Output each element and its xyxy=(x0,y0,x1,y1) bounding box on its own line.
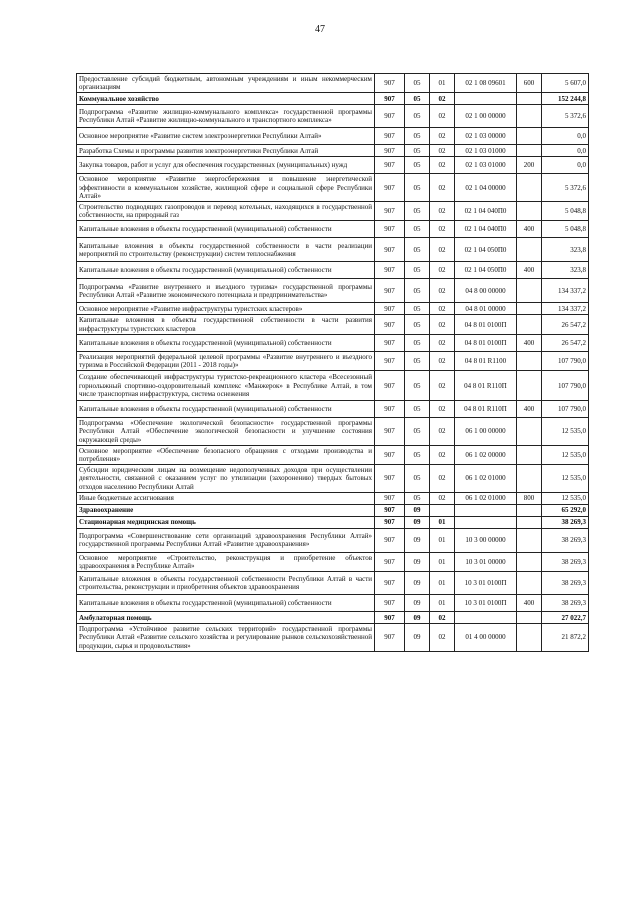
row-name: Основное мероприятие «Обеспечение безопасного обращения с отходами производства и потребления» xyxy=(77,445,375,464)
subsection-code: 02 xyxy=(430,262,455,279)
table-row xyxy=(77,624,589,652)
amount: 152 244,8 xyxy=(542,93,589,105)
section-code: 05 xyxy=(405,128,430,145)
subsection-code: 01 xyxy=(430,528,455,552)
table-row xyxy=(77,595,589,612)
amount: 26 547,2 xyxy=(542,315,589,334)
target-article-code: 04 8 01 R1100 xyxy=(455,351,517,370)
subsection-code: 02 xyxy=(430,238,455,262)
ved-code: 907 xyxy=(375,504,405,516)
table-row xyxy=(77,174,589,202)
table-row xyxy=(77,351,589,370)
subsection-code: 02 xyxy=(430,492,455,504)
target-article-code xyxy=(455,504,517,516)
subsection-code: 01 xyxy=(430,74,455,93)
ved-code: 907 xyxy=(375,303,405,315)
section-code: 05 xyxy=(405,351,430,370)
amount: 38 269,3 xyxy=(542,552,589,571)
amount: 323,8 xyxy=(542,262,589,279)
section-code: 09 xyxy=(405,516,430,528)
table-row xyxy=(77,279,589,303)
row-name: Разработка Схемы и программы развития электроэнергетики Республики Алтай xyxy=(77,145,375,157)
subsection-code: 02 xyxy=(430,401,455,418)
target-article-code: 06 1 02 00000 xyxy=(455,445,517,464)
amount: 5 607,0 xyxy=(542,74,589,93)
table-row xyxy=(77,128,589,145)
amount: 12 535,0 xyxy=(542,445,589,464)
row-name: Основное мероприятие «Развитие инфраструктуры туристских кластеров» xyxy=(77,303,375,315)
amount: 12 535,0 xyxy=(542,492,589,504)
ved-code: 907 xyxy=(375,572,405,595)
section-code: 05 xyxy=(405,279,430,303)
table-row xyxy=(77,202,589,221)
row-name: Строительство подводящих газопроводов и перевод котельных, находящихся в государственной собственности, на природный газ xyxy=(77,202,375,221)
amount: 5 048,8 xyxy=(542,202,589,221)
table-row xyxy=(77,105,589,128)
table-row xyxy=(77,262,589,279)
amount: 27 022,7 xyxy=(542,612,589,624)
amount: 65 292,0 xyxy=(542,504,589,516)
amount: 38 269,3 xyxy=(542,572,589,595)
target-article-code xyxy=(455,612,517,624)
expense-type-code xyxy=(517,445,542,464)
ved-code: 907 xyxy=(375,93,405,105)
amount: 5 048,8 xyxy=(542,221,589,238)
ved-code: 907 xyxy=(375,145,405,157)
target-article-code: 02 1 04 040П0 xyxy=(455,221,517,238)
expense-type-code: 600 xyxy=(517,74,542,93)
row-name: Здравоохранение xyxy=(77,504,375,516)
target-article-code: 02 1 04 00000 xyxy=(455,174,517,202)
section-code: 05 xyxy=(405,445,430,464)
expense-type-code xyxy=(517,572,542,595)
row-name: Закупка товаров, работ и услуг для обеспечения государственных (муниципальных) нужд xyxy=(77,157,375,174)
row-name: Капитальные вложения в объекты государственной (муниципальной) собственности xyxy=(77,401,375,418)
ved-code: 907 xyxy=(375,202,405,221)
section-code: 09 xyxy=(405,572,430,595)
row-name: Коммунальное хозяйство xyxy=(77,93,375,105)
subsection-code: 02 xyxy=(430,157,455,174)
expense-type-code xyxy=(517,516,542,528)
row-name: Подпрограмма «Обеспечение экологической безопасности» государственной программы Республики Алтай «Обеспечение экологической безопасности и улучшение состояния окружающей среды» xyxy=(77,418,375,446)
subsection-code: 02 xyxy=(430,624,455,652)
section-code: 05 xyxy=(405,105,430,128)
subsection-code: 02 xyxy=(430,128,455,145)
target-article-code: 02 1 00 00000 xyxy=(455,105,517,128)
section-code: 05 xyxy=(405,371,430,401)
expense-type-code: 400 xyxy=(517,595,542,612)
expense-type-code: 400 xyxy=(517,221,542,238)
ved-code: 907 xyxy=(375,279,405,303)
row-name: Капитальные вложения в объекты государственной (муниципальной) собственности xyxy=(77,262,375,279)
subsection-code: 02 xyxy=(430,418,455,446)
expense-type-code xyxy=(517,418,542,446)
section-code: 05 xyxy=(405,465,430,493)
amount: 107 790,0 xyxy=(542,351,589,370)
table-row xyxy=(77,145,589,157)
ved-code: 907 xyxy=(375,74,405,93)
table-row xyxy=(77,418,589,446)
budget-rows xyxy=(77,74,589,652)
amount: 38 269,3 xyxy=(542,516,589,528)
row-name: Капитальные вложения в объекты государственной (муниципальной) собственности xyxy=(77,334,375,351)
section-code: 05 xyxy=(405,157,430,174)
subsection-code: 02 xyxy=(430,303,455,315)
ved-code: 907 xyxy=(375,595,405,612)
section-code: 05 xyxy=(405,174,430,202)
amount: 0,0 xyxy=(542,145,589,157)
ved-code: 907 xyxy=(375,105,405,128)
subsection-code xyxy=(430,504,455,516)
section-code: 05 xyxy=(405,262,430,279)
row-name: Создание обеспечивающей инфраструктуры туристско-рекреационного кластера «Всесезонный горнолыжный спортивно-оздоровительный комплекс «Манжерок» в Республике Алтай, в том числе транспортная инфраструктура, система оснежения xyxy=(77,371,375,401)
section-code: 05 xyxy=(405,238,430,262)
target-article-code: 04 8 01 0100П xyxy=(455,334,517,351)
expense-type-code xyxy=(517,93,542,105)
ved-code: 907 xyxy=(375,262,405,279)
subsection-code: 02 xyxy=(430,174,455,202)
table-row xyxy=(77,93,589,105)
section-code: 05 xyxy=(405,401,430,418)
ved-code: 907 xyxy=(375,371,405,401)
section-code: 05 xyxy=(405,303,430,315)
expense-type-code xyxy=(517,174,542,202)
target-article-code: 02 1 03 00000 xyxy=(455,128,517,145)
row-name: Подпрограмма «Развитие внутреннего и въездного туризма» государственной программы Республики Алтай «Развитие экономического потенциала и предпринимательства» xyxy=(77,279,375,303)
section-code: 09 xyxy=(405,504,430,516)
subsection-code: 02 xyxy=(430,221,455,238)
row-name: Основное мероприятие «Строительство, реконструкция и приобретение объектов здравоохранения в Республике Алтай» xyxy=(77,552,375,571)
subsection-code: 02 xyxy=(430,105,455,128)
ved-code: 907 xyxy=(375,157,405,174)
amount: 5 372,6 xyxy=(542,105,589,128)
row-name: Капитальные вложения в объекты государственной (муниципальной) собственности xyxy=(77,221,375,238)
amount: 107 790,0 xyxy=(542,401,589,418)
row-name: Субсидии юридическим лицам на возмещение недополученных доходов при осуществлении деятельности, связанной с оказанием услуг по утилизации (захоронению) твердых бытовых отходов населению Республики Алтай xyxy=(77,465,375,493)
section-code: 05 xyxy=(405,74,430,93)
target-article-code: 02 1 08 09601 xyxy=(455,74,517,93)
ved-code: 907 xyxy=(375,418,405,446)
row-name: Стационарная медицинская помощь xyxy=(77,516,375,528)
table-row xyxy=(77,572,589,595)
amount: 21 872,2 xyxy=(542,624,589,652)
table-row xyxy=(77,371,589,401)
target-article-code: 06 1 00 00000 xyxy=(455,418,517,446)
expense-type-code xyxy=(517,128,542,145)
target-article-code: 02 1 03 01000 xyxy=(455,157,517,174)
budget-table xyxy=(76,73,589,652)
ved-code: 907 xyxy=(375,238,405,262)
amount: 38 269,3 xyxy=(542,528,589,552)
ved-code: 907 xyxy=(375,552,405,571)
expense-type-code xyxy=(517,504,542,516)
ved-code: 907 xyxy=(375,351,405,370)
subsection-code: 02 xyxy=(430,371,455,401)
table-row xyxy=(77,445,589,464)
amount: 38 269,3 xyxy=(542,595,589,612)
subsection-code: 02 xyxy=(430,202,455,221)
row-name: Капитальные вложения в объекты государственной собственности Республики Алтай в части строительства, реконструкции и приобретения объектов здравоохранения xyxy=(77,572,375,595)
table-row xyxy=(77,612,589,624)
ved-code: 907 xyxy=(375,221,405,238)
ved-code: 907 xyxy=(375,612,405,624)
expense-type-code xyxy=(517,465,542,493)
section-code: 05 xyxy=(405,202,430,221)
amount: 26 547,2 xyxy=(542,334,589,351)
table-row xyxy=(77,157,589,174)
row-name: Основное мероприятие «Развитие энергосбережения и повышение энергетической эффективности в коммунальном хозяйстве, жилищной сфере и социальной сфере Республики Алтай» xyxy=(77,174,375,202)
amount: 134 337,2 xyxy=(542,303,589,315)
target-article-code: 04 8 01 0100П xyxy=(455,315,517,334)
target-article-code: 02 1 04 050П0 xyxy=(455,238,517,262)
subsection-code: 01 xyxy=(430,552,455,571)
expense-type-code xyxy=(517,371,542,401)
expense-type-code xyxy=(517,315,542,334)
section-code: 09 xyxy=(405,552,430,571)
target-article-code: 04 8 01 R110П xyxy=(455,371,517,401)
target-article-code: 10 3 01 00000 xyxy=(455,552,517,571)
section-code: 05 xyxy=(405,334,430,351)
section-code: 09 xyxy=(405,595,430,612)
expense-type-code xyxy=(517,279,542,303)
amount: 0,0 xyxy=(542,157,589,174)
ved-code: 907 xyxy=(375,492,405,504)
table-row xyxy=(77,516,589,528)
expense-type-code: 800 xyxy=(517,492,542,504)
amount: 323,8 xyxy=(542,238,589,262)
expense-type-code xyxy=(517,105,542,128)
target-article-code: 06 1 02 01000 xyxy=(455,492,517,504)
section-code: 05 xyxy=(405,221,430,238)
target-article-code: 02 1 03 01000 xyxy=(455,145,517,157)
subsection-code: 02 xyxy=(430,315,455,334)
amount: 107 790,0 xyxy=(542,371,589,401)
expense-type-code: 200 xyxy=(517,157,542,174)
table-row xyxy=(77,334,589,351)
amount: 12 535,0 xyxy=(542,465,589,493)
table-row xyxy=(77,401,589,418)
target-article-code: 02 1 04 050П0 xyxy=(455,262,517,279)
row-name: Основное мероприятие «Развитие систем электроэнергетики Республики Алтай» xyxy=(77,128,375,145)
target-article-code: 02 1 04 040П0 xyxy=(455,202,517,221)
target-article-code xyxy=(455,93,517,105)
table-row xyxy=(77,465,589,493)
table-row xyxy=(77,492,589,504)
ved-code: 907 xyxy=(375,128,405,145)
subsection-code: 02 xyxy=(430,93,455,105)
row-name: Иные бюджетные ассигнования xyxy=(77,492,375,504)
row-name: Реализация мероприятий федеральной целевой программы «Развитие внутреннего и въездного туризма в Российской Федерации (2011 - 2018 годы)» xyxy=(77,351,375,370)
target-article-code: 01 4 00 00000 xyxy=(455,624,517,652)
row-name: Капитальные вложения в объекты государственной собственности в части развития инфраструктуры туристских кластеров xyxy=(77,315,375,334)
expense-type-code: 400 xyxy=(517,401,542,418)
table-row xyxy=(77,504,589,516)
subsection-code: 02 xyxy=(430,279,455,303)
subsection-code: 01 xyxy=(430,572,455,595)
expense-type-code xyxy=(517,624,542,652)
table-row xyxy=(77,303,589,315)
section-code: 09 xyxy=(405,528,430,552)
ved-code: 907 xyxy=(375,624,405,652)
expense-type-code: 400 xyxy=(517,262,542,279)
expense-type-code xyxy=(517,238,542,262)
table-row xyxy=(77,552,589,571)
section-code: 05 xyxy=(405,93,430,105)
ved-code: 907 xyxy=(375,334,405,351)
row-name: Подпрограмма «Совершенствование сети организаций здравоохранения Республики Алтай» государственной программы Республики Алтай «Развитие здравоохранения» xyxy=(77,528,375,552)
target-article-code: 04 8 01 R110П xyxy=(455,401,517,418)
subsection-code: 02 xyxy=(430,351,455,370)
expense-type-code xyxy=(517,612,542,624)
section-code: 09 xyxy=(405,624,430,652)
ved-code: 907 xyxy=(375,401,405,418)
ved-code: 907 xyxy=(375,516,405,528)
row-name: Предоставление субсидий бюджетным, автономным учреждениям и иным некоммерческим организациям xyxy=(77,74,375,93)
row-name: Капитальные вложения в объекты государственной (муниципальной) собственности xyxy=(77,595,375,612)
target-article-code: 04 8 01 00000 xyxy=(455,303,517,315)
ved-code: 907 xyxy=(375,528,405,552)
expense-type-code xyxy=(517,552,542,571)
subsection-code: 02 xyxy=(430,334,455,351)
ved-code: 907 xyxy=(375,315,405,334)
table-row xyxy=(77,238,589,262)
subsection-code: 02 xyxy=(430,612,455,624)
amount: 12 535,0 xyxy=(542,418,589,446)
row-name: Подпрограмма «Устойчивое развитие сельских территорий» государственной программы Республики Алтай «Развитие сельского хозяйства и регулирование рынков сельскохозяйственной продукции, сырья и продовольствия» xyxy=(77,624,375,652)
expense-type-code xyxy=(517,202,542,221)
table-row xyxy=(77,74,589,93)
page-number: 47 xyxy=(315,24,325,35)
row-name: Амбулаторная помощь xyxy=(77,612,375,624)
target-article-code: 10 3 01 0100П xyxy=(455,572,517,595)
section-code: 05 xyxy=(405,145,430,157)
section-code: 05 xyxy=(405,418,430,446)
target-article-code: 06 1 02 01000 xyxy=(455,465,517,493)
target-article-code xyxy=(455,516,517,528)
subsection-code: 01 xyxy=(430,595,455,612)
target-article-code: 04 8 00 00000 xyxy=(455,279,517,303)
subsection-code: 01 xyxy=(430,516,455,528)
expense-type-code xyxy=(517,351,542,370)
subsection-code: 02 xyxy=(430,145,455,157)
ved-code: 907 xyxy=(375,174,405,202)
section-code: 05 xyxy=(405,492,430,504)
section-code: 09 xyxy=(405,612,430,624)
amount: 134 337,2 xyxy=(542,279,589,303)
expense-type-code xyxy=(517,145,542,157)
row-name: Подпрограмма «Развитие жилищно-коммунального комплекса» государственной программы Республики Алтай «Развитие жилищно-коммунального и транспортного комплекса» xyxy=(77,105,375,128)
amount: 0,0 xyxy=(542,128,589,145)
ved-code: 907 xyxy=(375,465,405,493)
ved-code: 907 xyxy=(375,445,405,464)
table-row xyxy=(77,315,589,334)
subsection-code: 02 xyxy=(430,445,455,464)
expense-type-code xyxy=(517,528,542,552)
target-article-code: 10 3 00 00000 xyxy=(455,528,517,552)
target-article-code: 10 3 01 0100П xyxy=(455,595,517,612)
table-row xyxy=(77,528,589,552)
subsection-code: 02 xyxy=(430,465,455,493)
expense-type-code xyxy=(517,303,542,315)
amount: 5 372,6 xyxy=(542,174,589,202)
section-code: 05 xyxy=(405,315,430,334)
expense-type-code: 400 xyxy=(517,334,542,351)
row-name: Капитальные вложения в объекты государственной собственности в части реализации мероприятий по строительству (реконструкции) систем теплоснабжения xyxy=(77,238,375,262)
table-row xyxy=(77,221,589,238)
